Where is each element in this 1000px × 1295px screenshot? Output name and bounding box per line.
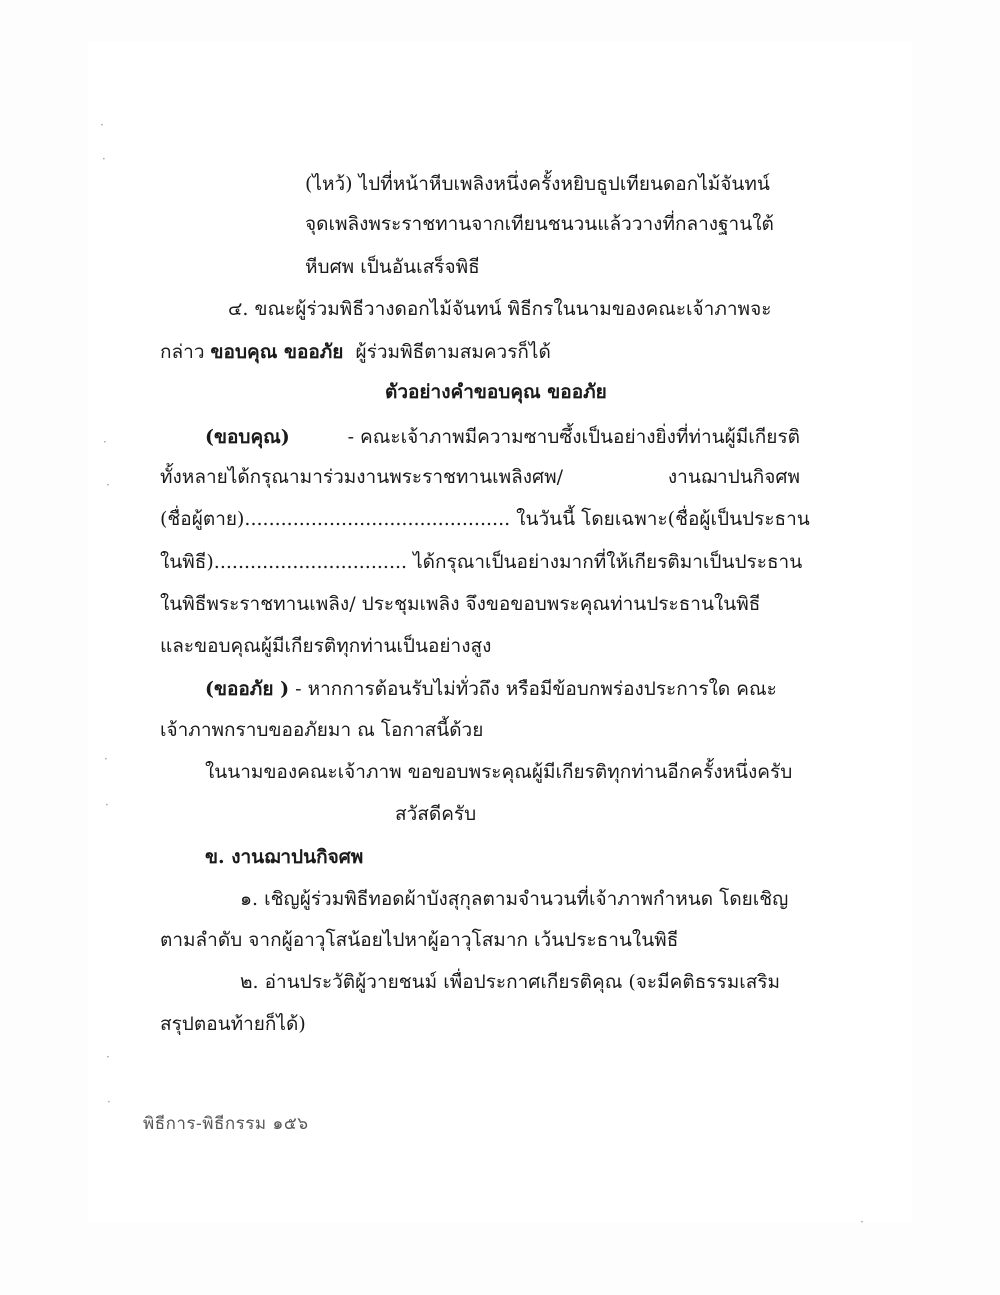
bold-text-run: (ขอบคุณ)	[205, 426, 290, 448]
text-line	[160, 507, 810, 531]
text-run: ทั้งหลายได้กรุณามาร่วมงานพระราชทานเพลิงศพ/	[160, 466, 564, 488]
text-line: สรุปตอนท้ายก็ได้)	[160, 1013, 306, 1035]
text-line: ในพิธี)................................ ได้กรุณาเป็นอย่างมากที่ให้เกียรติมาเป็นประธาน	[160, 551, 803, 573]
text-run: ผู้ร่วมพิธีตามสมควรก็ได้	[355, 341, 551, 363]
text-line: ๒. อ่านประวัติผู้วายชนม์ เพื่อประกาศเกียรติคุณ (จะมีคติธรรมเสริม	[240, 971, 781, 993]
text-line: ตามลำดับ จากผู้อาวุโสน้อยไปหาผู้อาวุโสมาก เว้นประธานในพิธี	[160, 929, 679, 951]
text-run: (ชื่อผู้ตาย)............................................ ในวันนี้ โดยเฉพาะ	[160, 508, 668, 530]
text-line: ในนามของคณะเจ้าภาพ ขอขอบพระคุณผู้มีเกียรติทุกท่านอีกครั้งหนึ่งครับ	[205, 761, 793, 783]
text-line: และขอบคุณผู้มีเกียรติทุกท่านเป็นอย่างสูง	[160, 635, 492, 657]
text-line	[205, 677, 777, 701]
section-heading: ข. งานฌาปนกิจศพ	[205, 846, 364, 868]
text-line: ๑. เชิญผู้ร่วมพิธีทอดผ้าบังสุกุลตามจำนวนที่เจ้าภาพกำหนด โดยเชิญ	[240, 888, 789, 910]
text-line	[205, 425, 800, 449]
scan-speck: ·	[106, 478, 110, 492]
text-line: ในพิธีพระราชทานเพลิง/ ประชุมเพลิง จึงขอขอบพระคุณท่านประธานในพิธี	[160, 593, 761, 615]
text-line	[160, 340, 551, 364]
text-run: งานฌาปนกิจศพ	[667, 466, 800, 488]
scan-speck: ·	[102, 152, 106, 166]
page-footer: พิธีการ-พิธีกรรม ๑๕๖	[143, 1114, 309, 1134]
text-line: เจ้าภาพกราบขออภัยมา ณ โอกาสนี้ด้วย	[160, 719, 484, 741]
text-line: หีบศพ เป็นอันเสร็จพิธี	[305, 256, 480, 278]
scan-speck: ·	[107, 1095, 111, 1109]
closing-greeting: สวัสดีครับ	[395, 803, 477, 825]
bold-text-run: ขอบคุณ ขออภัย	[210, 341, 344, 363]
section-heading: ตัวอย่างคำขอบคุณ ขออภัย	[385, 381, 607, 403]
scan-speck: ·	[100, 118, 104, 132]
text-run: - คณะเจ้าภาพมีความซาบซึ้งเป็นอย่างยิ่งที่ท่านผู้มีเกียรติ	[347, 426, 800, 448]
text-line: ๔. ขณะผู้ร่วมพิธีวางดอกไม้จันทน์ พิธีกรในนามของคณะเจ้าภาพจะ	[228, 298, 772, 320]
text-line	[160, 465, 800, 489]
text-line: (ไหว้) ไปที่หน้าหีบเพลิงหนึ่งครั้งหยิบธูปเทียนดอกไม้จันทน์	[305, 173, 770, 195]
scan-speck: ·	[105, 798, 109, 812]
text-line: จุดเพลิงพระราชทานจากเทียนชนวนแล้ววางที่กลางฐานใต้	[305, 213, 774, 235]
scan-speck: ·	[106, 1050, 110, 1064]
scan-speck: ·	[103, 435, 107, 449]
text-run: กล่าว	[160, 341, 205, 363]
scan-speck: ·	[104, 752, 108, 766]
text-run: - หากการต้อนรับไม่ทั่วถึง หรือมีข้อบกพร่องประการใด คณะ	[295, 678, 777, 700]
bold-text-run: (ขออภัย )	[205, 678, 290, 700]
text-run: (ชื่อผู้เป็นประธาน	[667, 508, 810, 530]
scan-speck: ·	[860, 1215, 864, 1229]
